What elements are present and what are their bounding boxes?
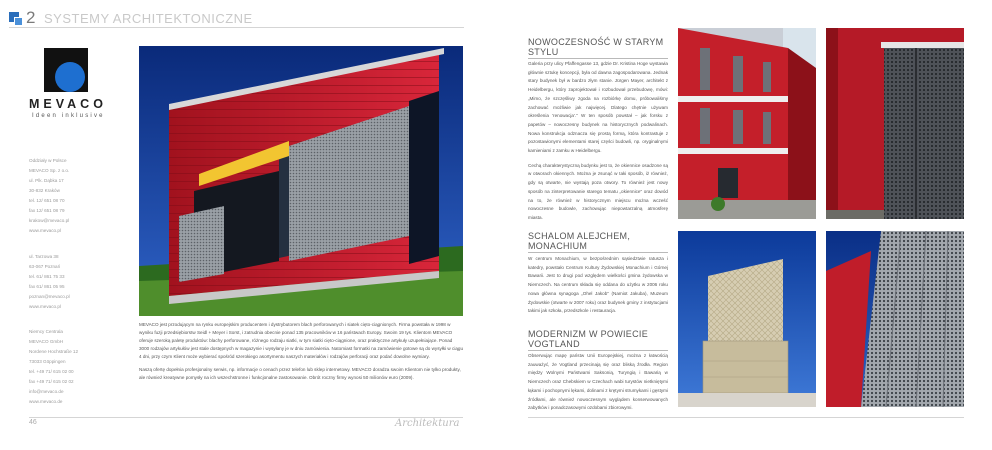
address-line: ul. Plk. Dąbka 17	[29, 178, 64, 183]
photo-heidelberg-facade	[678, 28, 816, 219]
address-line: fax 12/ 651 08 79	[29, 208, 65, 213]
page-number: 46	[29, 419, 37, 426]
main-photo-red-building	[139, 46, 463, 316]
section-text-1	[528, 60, 668, 229]
address-line: info@mevaco.de	[29, 389, 64, 394]
address-line: tel. 12/ 651 08 70	[29, 198, 65, 203]
address-block-germany	[29, 327, 124, 407]
photo-shutter-closeup	[826, 28, 964, 219]
section-title-1: NOWOCZESNOŚĆ W STARYM STYLU	[528, 37, 664, 57]
footer-divider-right	[528, 417, 964, 418]
intro-text	[139, 321, 463, 387]
address-line: Oddziały w Polsce	[29, 158, 67, 163]
address-line: krakow@mevaco.pl	[29, 218, 70, 223]
address-line: fax +49 71/ 615 02 02	[29, 379, 74, 384]
photo-vogtland-facade	[826, 231, 964, 407]
header-divider	[9, 27, 464, 28]
address-line: Niemcy Centrala	[29, 329, 63, 334]
address-line: 30-832 Kraków	[29, 188, 60, 193]
section-paragraph: W centrum Monachium, w bezpośrednim sąsiedztwie ratusza i katedry, powstało Centrum Kultury Żydowskiej Monachium i Górnej Bawarii. Jest to drugi pod względem wielkości gmina żydowska w Niemczech. Na centrum składa się oddana do użytku w 2006 roku nowa główna synagoga „Ohel Jakob" (Namiot Jakuba), Muzeum Żydowskie (otwarte w 2007 roku) oraz budynek gminy z instytucjami takimi jak szkoła, przedszkole i restauracja.	[528, 256, 668, 314]
section-title-2: SCHALOM ALEJCHEM, MONACHIUM	[528, 231, 631, 251]
logo-name: MEVACO	[29, 97, 107, 111]
address-line: MEVACO Sp. z o.o.	[29, 168, 70, 173]
address-line: www.mevaco.pl	[29, 228, 61, 233]
address-line: tel. 61/ 861 75 33	[29, 274, 65, 279]
address-line: ul. Tarzowa 38	[29, 254, 59, 259]
address-line: fax 61/ 861 05 95	[29, 284, 65, 289]
address-block-krakow	[29, 156, 124, 236]
chapter-title: SYSTEMY ARCHITEKTONICZNE	[44, 11, 253, 26]
section-divider	[528, 350, 668, 351]
section-title-3: MODERNIZM W POWIECIE VOGTLAND	[528, 329, 648, 349]
address-line: MEVACO GmbH	[29, 339, 64, 344]
address-block-poznan	[29, 252, 124, 312]
mevaco-logo-circle	[55, 62, 85, 92]
logo-tagline: Ideen inklusive	[32, 113, 105, 119]
address-line: www.mevaco.de	[29, 399, 63, 404]
address-line: Nordene Hochstraße 12	[29, 349, 79, 354]
section-text-3	[528, 352, 668, 419]
section-divider	[528, 252, 668, 253]
intro-paragraph: Naszą ofertę dopełnia profesjonalny serwis, np. informacje o cenach przez telefon lub sklep internetowy. MEVACO doradza swoim Klientom nie tylko produkty, ale również kreatywne pomysły na ich wszechstronne i funkcjonalne zastosowanie. Obrót roczny firmy wynosi 50 milionów euro (2009).	[139, 367, 461, 380]
address-line: www.mevaco.pl	[29, 304, 61, 309]
address-line: poznan@mevaco.pl	[29, 294, 70, 299]
section-text-2	[528, 255, 668, 322]
section-paragraph: Cechą charakterystyczną budynku jest to, że okiennice osadzone są w otworach okiennych. Można je zsunąć w taki sposób, iż również, gdy są otwarte, nie wystają poza otwory. To również jest nowy sposób na zinterpretowanie starego tematu „okiennice" oraz dowód na to, że również w historycznym miejscu można wcześć nowoczesne budowle, zachowując niepowtarzalną atmosferę miasta.	[528, 162, 668, 220]
section-divider	[528, 58, 668, 59]
section-paragraph: Galeria przy ulicy Pfaffengasse 13, gdzie Dr. Kristina Hoge wystawia głównie sztukę koncepcji, była od dawna zagospodarowana. Jednak stary budynek był w bardzo złym stanie. Jürgen Mayer, architekt z Heidelbergu, który zaprojektował i rozbudował przebudowę, mówi: „Mimo, że szczęśliwy zgoda na rozbiórkę domu, próbowaliśmy zachować możliwie jak najwięcej. Dlatego chętnie używam określenia 'renowacja'." W ten sposób powstał – jak forsku z papetów – nowoczesny budynek na historycznych podwalinach. Nowa konstrukcja odznacza się prostą formą, która kontrastuje z pozostawionymi elementami starej części budowli, np. oryginalnymi kamieniami z zamku w Heidelbergu.	[528, 61, 668, 154]
address-line: 73033 Göppingen	[29, 359, 66, 364]
signature-mark: Architektura	[395, 418, 460, 429]
section-paragraph: Obserwując mapę państw Unii Europejskiej, można z łatwością zauważyć, że Vogtland przecinają się oraz bliską źrodła. Region między Wolnymi Państwami Saksonią, Turyngią i Bawarią w Niemczech oraz Chebskiem w Czechach wabi turystów nietkniętymi łąkami i pochopnymi lękami, dolinami z krętymi strumykami i gęstymi źródłami, ale również nowoczesnym wyglądem konserwowanych zabytków i ponadczasowymi ozdobami zbiorowymi.	[528, 353, 668, 411]
intro-paragraph: MEVACO jest przodującym na rynku europejskim producentem i dystrybutorem blach perforowanych i siatek cięto-ciągnionych. Firma powstała w 1998 w wyniku fuzji przedsiębiorstw Seidl + Meyer i Sorst, i zatrudnia obecnie ponad 135 pracowników w 16 państwach Europy. Swoim 19 tys. Klientom MEVACO oferuje szeroką paletę produktów: blachy perforowane, różnego rodzaju siatki, w tym siatki cięto-ciągnione, oraz praktyczne artykuły uzupełniające. Ponad 3000 rodzajów artykułów jest stale dostępnych w magazynie i wysyłany je w dniu zamówienia. Natomiast formatki na zamówienie gotowe są do wysyłki w ciągu 4 dni, przy czym Klient może wybierać spośród szerokiego asortymentu naszych materiałów i rodzajów perforacji oraz podać dowolne wymiary.	[139, 322, 464, 359]
address-line: tel. +49 71/ 615 02 00	[29, 369, 74, 374]
photo-munich-synagogue	[678, 231, 816, 407]
chapter-number: 2	[26, 8, 36, 27]
chapter-square-icon-overlay	[14, 17, 23, 26]
address-line: 63-067 Poznań	[29, 264, 61, 269]
